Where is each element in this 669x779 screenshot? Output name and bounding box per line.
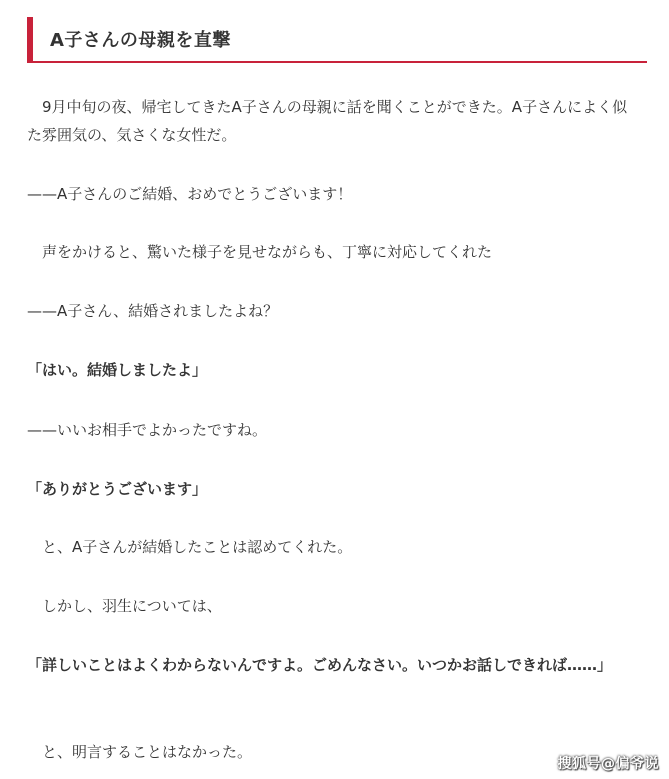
paragraph-narration-confirmed: と、A子さんが結婚したことは認めてくれた。 [27, 538, 353, 556]
paragraph-narration-response: 声をかけると、驚いた様子を見せながらも、丁寧に対応してくれた [27, 243, 493, 261]
paragraph-narration-conclusion: と、明言することはなかった。 [27, 743, 253, 761]
paragraph-narration-however: しかし、羽生については、 [27, 597, 222, 615]
paragraph-answer-details: 「詳しいことはよくわからないんですよ。ごめんなさい。いつかお話しできれば……」 [27, 656, 613, 674]
paragraph-answer-married: 「はい。結婚しましたよ」 [27, 361, 208, 379]
paragraph-answer-thanks: 「ありがとうございます」 [27, 480, 208, 498]
paragraph-intro: 9月中旬の夜、帰宅してきたA子さんの母親に話を聞くことができた。A子さんによく似た雰囲気の、気さくな女性だ。 [27, 98, 628, 144]
watermark: 搜狐号@偏爷说 [557, 756, 659, 772]
section-heading [27, 17, 647, 63]
paragraph-question-partner: ——いいお相手でよかったですね。 [27, 421, 268, 439]
paragraph-question-married: ——A子さん、結婚されましたよね？ [27, 302, 279, 320]
paragraph-question-congrats: ——A子さんのご結婚、おめでとうございます！ [27, 185, 353, 203]
section-heading-title: A子さんの母親を直撃 [50, 30, 231, 51]
